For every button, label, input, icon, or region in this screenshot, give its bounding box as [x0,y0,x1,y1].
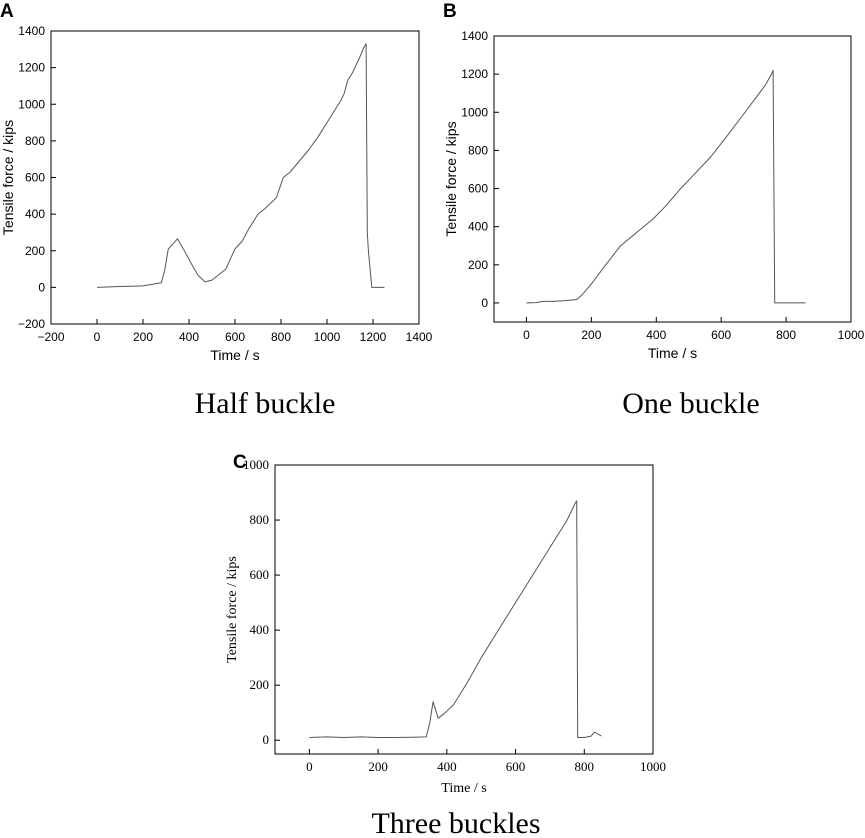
panel-c-caption: Three buckles [371,807,541,838]
panel-c-y-tick-label: 1000 [243,457,269,472]
panel-a-y-tick-label: 800 [24,133,45,148]
panel-a-y-tick-label: 600 [24,170,45,185]
panel-a-x-tick-label: 400 [178,330,200,344]
panel-a-x-tick-label: 800 [270,330,292,344]
panel-a-x-tick-label: −200 [37,330,65,344]
panel-a-y-tick-label: 400 [24,207,45,222]
panel-c-plot-frame [275,465,653,754]
panel-c-x-tick-label: 1000 [640,759,666,774]
panel-a-plot-frame [51,31,419,324]
panel-b [443,29,865,361]
panel-a-y-tick-label: −200 [17,317,45,331]
panel-a-y-tick-label: 1200 [18,60,45,75]
panel-b-y-tick-label: 1200 [461,67,488,82]
panel-c [225,457,666,796]
panel-b-plot-frame [494,36,851,322]
panel-b-y-tick-label: 0 [481,295,488,310]
panel-b-y-tick-label: 400 [467,219,488,234]
panel-a-x-tick-label: 600 [224,330,246,344]
panel-a-x-tick-label: 200 [132,330,154,344]
panel-b-x-tick-label: 800 [776,328,797,342]
panel-b-caption: One buckle [622,387,760,420]
panel-a [0,24,433,363]
panel-a-caption: Half buckle [194,387,336,420]
panel-a-series-line [97,44,385,288]
panel-b-y-tick-label: 1000 [461,105,488,120]
panel-c-x-tick-label: 800 [574,759,595,774]
panel-a-y-tick-label: 200 [24,243,45,258]
panel-b-y-axis-label: Tensile force / kips [443,121,459,237]
panel-a-y-tick-label: 0 [38,280,45,295]
panel-c-y-axis-label: Tensile force / kips [225,556,240,663]
panel-b-x-tick-label: 200 [581,328,602,342]
panel-b-x-axis-label: Time / s [647,345,698,361]
panel-b-y-tick-label: 600 [467,181,488,196]
panel-a-x-axis-label: Time / s [210,347,260,363]
panel-c-y-tick-label: 200 [249,677,269,693]
panel-b-letter: B [443,1,457,22]
panel-b-y-tick-label: 1400 [461,29,488,43]
panel-c-x-tick-label: 400 [437,759,457,774]
panel-a-x-tick-label: 1400 [405,330,433,344]
panel-a-y-axis-label: Tensile force / kips [0,119,16,236]
panel-a-letter: A [0,1,14,22]
panel-c-x-tick-label: 200 [368,759,388,774]
panel-c-y-tick-label: 600 [249,567,269,583]
panel-b-x-tick-label: 600 [711,328,732,342]
panel-c-y-tick-label: 0 [262,732,269,748]
panel-c-x-tick-label: 600 [505,759,526,774]
panel-c-series-line [309,501,601,738]
panel-a-y-tick-label: 1400 [18,24,45,38]
panel-b-y-tick-label: 800 [467,143,488,158]
panel-b-y-tick-label: 200 [467,257,488,272]
panel-a-x-tick-label: 1200 [359,330,387,344]
panel-a-x-tick-label: 0 [93,330,101,344]
panel-a-y-tick-label: 1000 [18,97,45,112]
panel-c-x-axis-label: Time / s [441,781,487,796]
panel-a-x-tick-label: 1000 [313,330,341,344]
panel-b-series-line [527,70,806,303]
panel-b-x-tick-label: 1000 [837,328,865,342]
panel-b-x-tick-label: 400 [646,328,667,342]
panel-c-y-tick-label: 400 [249,622,269,638]
panel-c-x-tick-label: 0 [306,759,313,774]
panel-c-letter: C [233,452,247,473]
panel-c-y-tick-label: 800 [249,512,269,528]
panel-b-x-tick-label: 0 [523,328,530,342]
